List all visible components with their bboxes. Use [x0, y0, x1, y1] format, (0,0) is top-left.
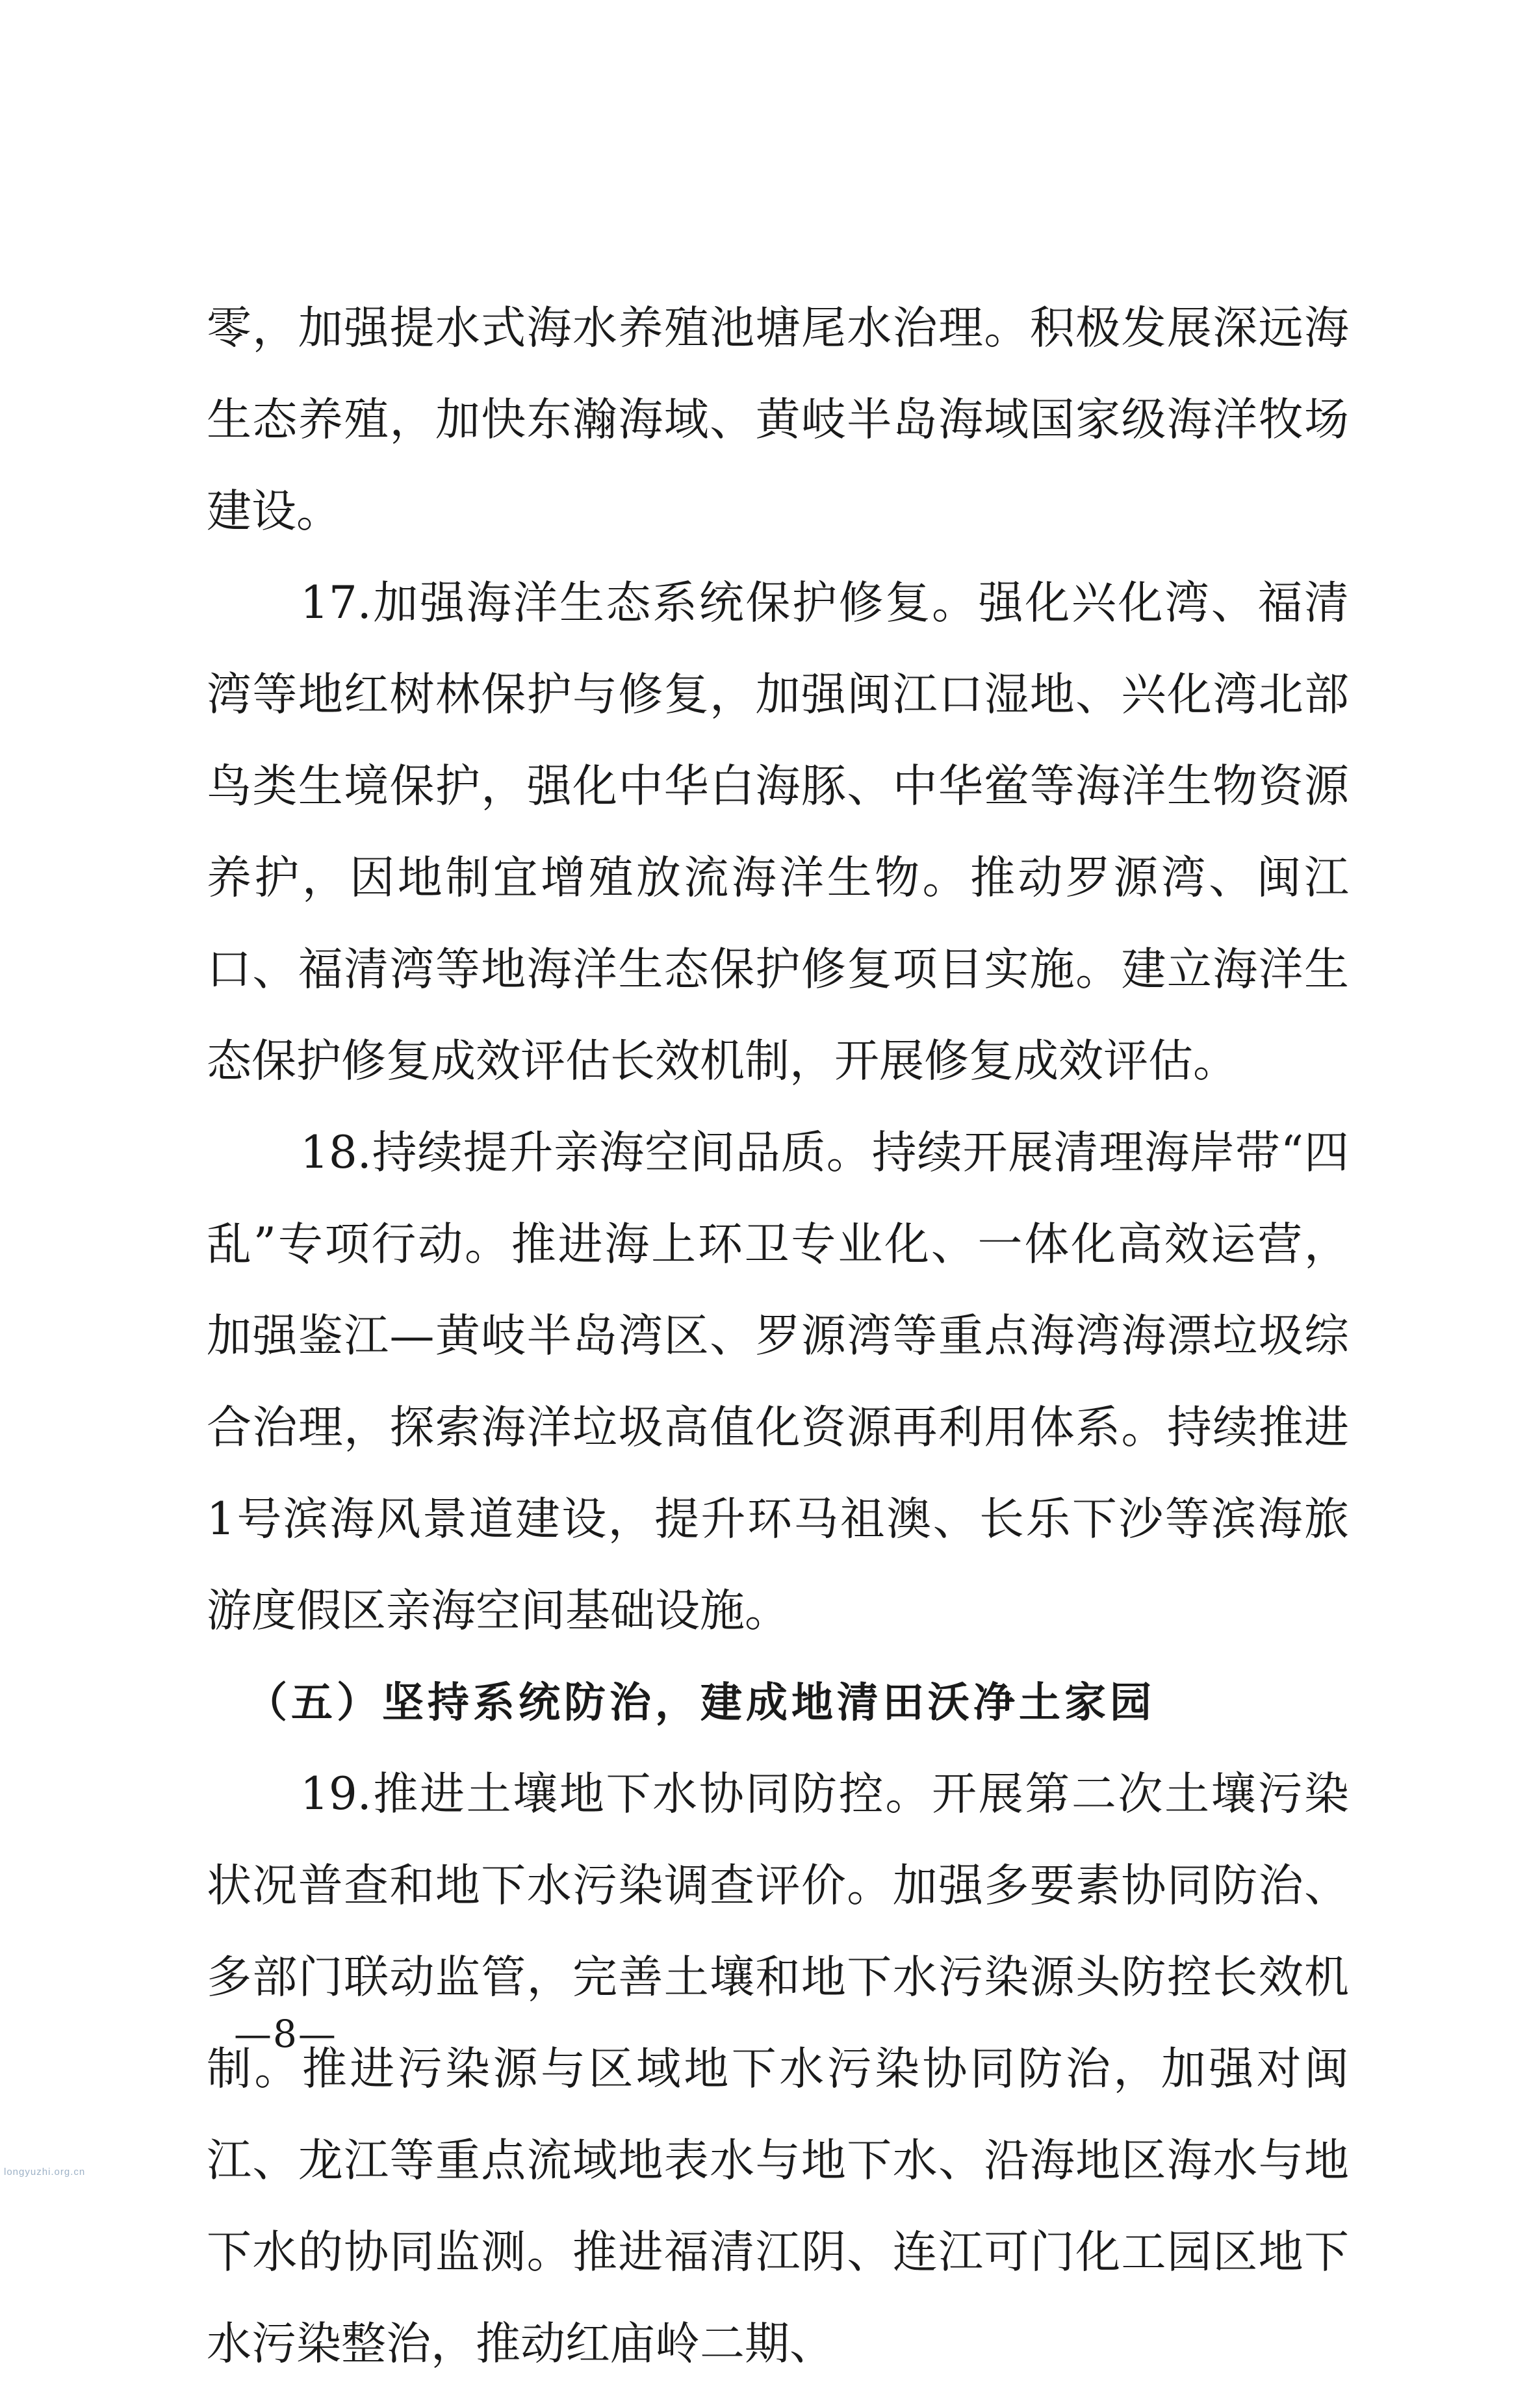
paragraph-continuation: 零，加强提水式海水养殖池塘尾水治理。积极发展深远海生态养殖，加快东瀚海域、黄岐半岛海域国家级海洋牧场建设。	[207, 302, 1349, 537]
paragraph-item-19: 19.推进土壤地下水协同防控。开展第二次土壤污染状况普查和地下水污染调查评价。加强多要素协同防治、多部门联动监管，完善土壤和地下水污染源头防控长效机制。推进污染源与区域地下水污染协同防治，加强对闽江、龙江等重点流域地表水与地下水、沿海地区海水与地下水的协同监测。推进福清江阴、连江可门化工园区地下水污染整治，推动红庙岭二期、	[207, 1768, 1349, 2370]
paragraph-item-17: 17.加强海洋生态系统保护修复。强化兴化湾、福清湾等地红树林保护与修复，加强闽江口湿地、兴化湾北部鸟类生境保护，强化中华白海豚、中华鲎等海洋生物资源养护，因地制宜增殖放流海洋生物。推动罗源湾、闽江口、福清湾等地海洋生态保护修复项目实施。建立海洋生态保护修复成效评估长效机制，开展修复成效评估。	[207, 577, 1349, 1087]
page-number: —8—	[234, 2012, 337, 2056]
section-heading: （五）坚持系统防治，建成地清田沃净土家园	[246, 1678, 1155, 1727]
document-body	[207, 283, 1349, 2390]
watermark-text: longyuzhi.org.cn	[4, 2166, 86, 2178]
paragraph-item-18: 18.持续提升亲海空间品质。持续开展清理海岸带“四乱”专项行动。推进海上环卫专业化、一体化高效运营，加强鉴江—黄岐半岛湾区、罗源湾等重点海湾海漂垃圾综合治理，探索海洋垃圾高值化资源再利用体系。持续推进1号滨海风景道建设，提升环马祖澳、长乐下沙等滨海旅游度假区亲海空间基础设施。	[207, 1127, 1349, 1637]
